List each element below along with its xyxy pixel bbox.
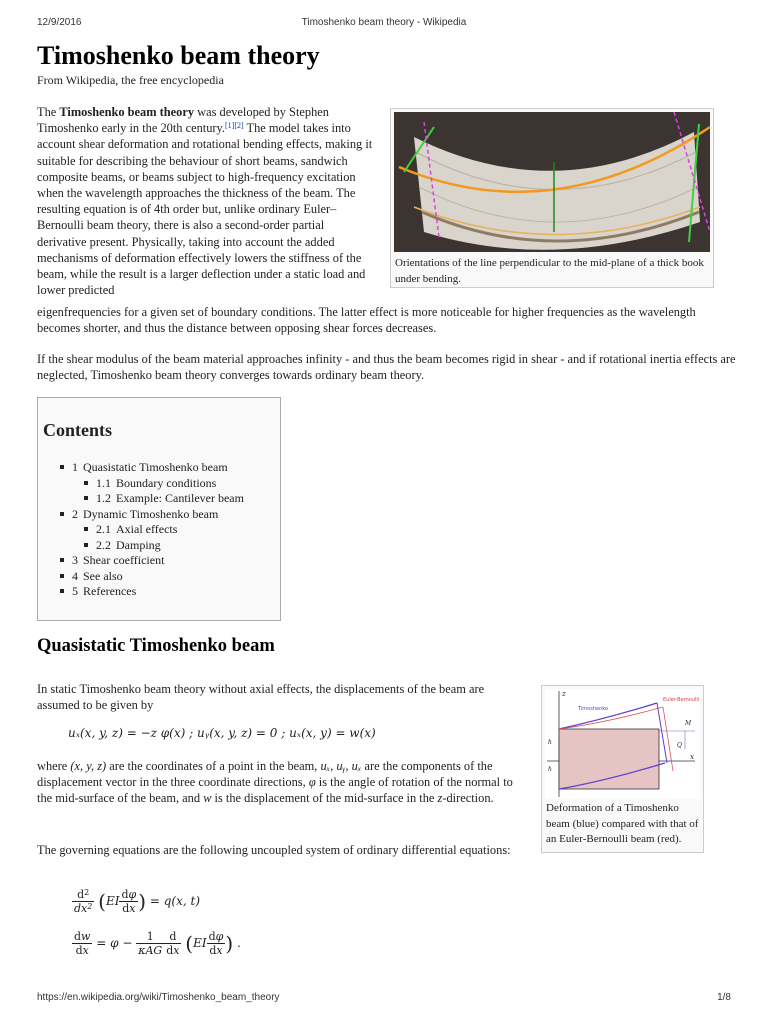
citation-link-1[interactable]: [1] [225,121,235,131]
book-bending-image[interactable] [394,112,710,252]
section-paragraph: In static Timoshenko beam theory without axial effects, the displacements of the beam are assumed to be given by [37,682,485,713]
h-label-bottom: h [548,766,552,773]
print-url: https://en.wikipedia.org/wiki/Timoshenko_beam_theory [37,992,280,1003]
timoshenko-label: Timoshenko [578,706,609,712]
toc-item[interactable]: 4 See also [60,569,244,585]
print-date: 12/9/2016 [37,17,82,28]
toc-item[interactable]: 1.1 Boundary conditions [84,476,244,492]
page-title: Timoshenko beam theory [37,41,320,70]
intro-paragraph: The Timoshenko beam theory was developed by Stephen Timoshenko early in the 20th century.[1][2] The model takes into account shear deformation and rotational bending effects, making it suitable for describing the behaviour of short beams, sandwich composite beams, or beams subject to high-frequency excitation when the wavelength approaches the thickness of the beam. The resulting equation is of 4th order but, unlike ordinary Euler–Bernoulli beam theory, there is also a second-order partial derivative present. Physically, taking into account the added mechanisms of deformation effectively lowers the stiffness of the beam, while the result is a larger deflection under a static load and lower predicted [37,105,373,298]
shear-label: Q [677,742,682,749]
coordinates-paragraph: where (x, y, z) are the coordinates of a point in the beam, uₓ, uᵧ, uₓ are the components of the displacement vector in the three coordinate directions, φ is the angle of rotation of the normal to the mid-surface of the beam, and w is the displacement of the mid-surface in the z-direction. [37,759,513,806]
x-axis-label: x [690,753,694,761]
section-heading: Quasistatic Timoshenko beam [37,636,275,656]
print-header [0,17,768,31]
intro-paragraph-continued: eigenfrequencies for a given set of boundary conditions. The latter effect is more noticeable for higher frequencies as the wavelength becomes shorter, and thus the distance between opposing shear forces decreases. [37,305,696,336]
citation-link-2[interactable]: [2] [234,121,244,131]
bold-term: Timoshenko beam theory [59,105,195,119]
table-of-contents [37,397,281,621]
toc-item[interactable]: 1.2 Example: Cantilever beam [84,491,244,507]
page-subtitle: From Wikipedia, the free encyclopedia [37,73,224,87]
toc-title: Contents [43,420,113,440]
figure-caption: Orientations of the line perpendicular to the mid-plane of a thick book under bending. [395,257,704,285]
print-title: Timoshenko beam theory - Wikipedia [301,17,467,28]
toc-item[interactable]: 2.1 Axial effects [84,522,244,538]
figure-book-bending [390,108,714,288]
toc-item[interactable]: 5 References [60,584,244,600]
z-axis-label: z [562,690,566,698]
h-label-top: h [548,739,552,746]
page-number: 1/8 [717,992,731,1003]
toc-item[interactable]: 2.2 Damping [84,538,244,554]
governing-equation-1: $\frac{d^2}{dx^2}$ (EI $\frac{d\varphi}{dx}$ ) = q(x, t) [74,888,200,915]
governing-equation-2: $\frac{dw}{dx}$ = φ − $\frac{1}{\text{κAG}}$ $\frac{d}{dx}$ (EI $\frac{d\varphi}{dx}$ ) . [74,930,241,957]
deformation-diagram[interactable] [545,689,700,799]
shear-modulus-paragraph: If the shear modulus of the beam material approaches infinity - and thus the beam becomes rigid in shear - and if rotational inertia effects are neglected, Timoshenko beam theory converges towards ordinary beam theory. [37,352,736,383]
print-footer [0,992,768,1006]
figure-deformation [541,685,704,853]
toc-list [60,460,244,600]
euler-bernoulli-label: Euler-Bernoulli [663,697,700,703]
toc-item[interactable]: 1 Quasistatic Timoshenko beam [60,460,244,476]
toc-item[interactable]: 2 Dynamic Timoshenko beam [60,507,244,523]
governing-equations-intro: The governing equations are the following uncoupled system of ordinary differential equations: [37,843,511,857]
moment-label: M [685,720,692,727]
toc-item[interactable]: 3 Shear coefficient [60,553,244,569]
figure2-caption: Deformation of a Timoshenko beam (blue) compared with that of an Euler-Bernoulli beam (red). [546,802,699,845]
displacement-equation: uₓ(x, y, z) = −z φ(x) ; uᵧ(x, y, z) = 0 ; uₓ(x, y) = w(x) [68,726,376,740]
